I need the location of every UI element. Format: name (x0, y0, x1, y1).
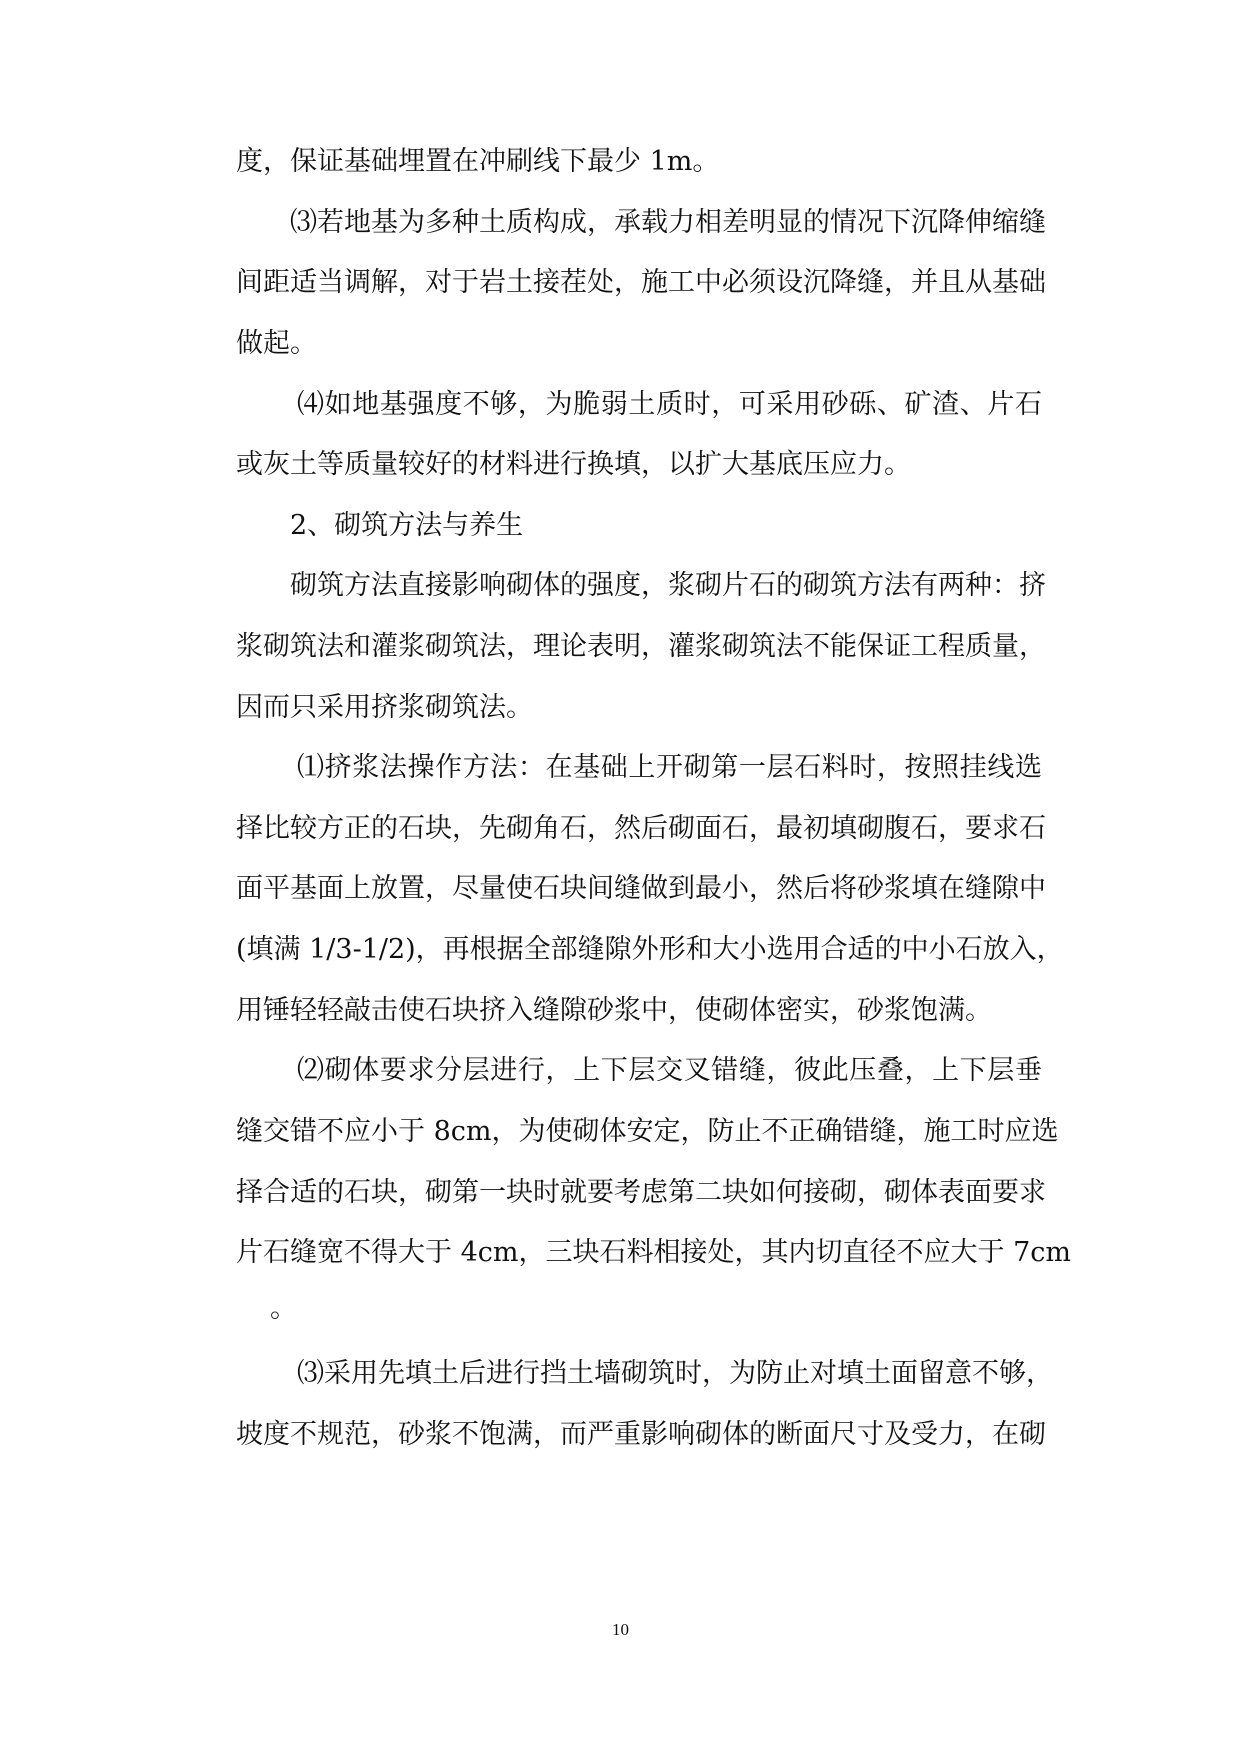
text-line-21: ⑶采用先填土后进行挡土墙砌筑时，为防止对填土面留意不够， (297, 1358, 1053, 1389)
text-line-16: ⑵砌体要求分层进行，上下层交叉错缝，彼此压叠，上下层垂 (297, 1055, 1042, 1086)
text-line-2: ⑶若地基为多种土质构成，承载力相差明显的情况下沉降伸缩缝 (290, 207, 1046, 238)
text-line-22: 坡度不规范，砂浆不饱满，而严重影响砌体的断面尺寸及受力，在砌 (236, 1419, 1046, 1450)
text-line-5: ⑷如地基强度不够，为脆弱土质时，可采用砂砾、矿渣、片石 (297, 389, 1042, 420)
text-line-17: 缝交错不应小于 8cm，为使砌体安定，防止不正确错缝，施工时应选 (236, 1116, 1059, 1147)
text-line-14: (填满 1/3-1/2)，再根据全部缝隙外形和大小选用合适的中小石放入， (236, 934, 1064, 965)
text-line-18: 择合适的石块，砌第一块时就要考虑第二块如何接砌，砌体表面要求 (236, 1177, 1046, 1208)
section-heading: 2、砌筑方法与养生 (290, 510, 524, 541)
text-line-10: 因而只采用挤浆砌筑法。 (236, 692, 533, 723)
text-line-13: 面平基面上放置，尽量使石块间缝做到最小，然后将砂浆填在缝隙中 (236, 873, 1046, 904)
text-line-20: 。 (270, 1293, 297, 1324)
text-line-19: 片石缝宽不得大于 4cm，三块石料相接处，其内切直径不应大于 7cm (236, 1237, 1071, 1268)
text-line-12: 择比较方正的石块，先砌角石，然后砌面石，最初填砌腹石，要求石 (236, 813, 1046, 844)
text-line-9: 浆砌筑法和灌浆砌筑法，理论表明，灌浆砌筑法不能保证工程质量， (236, 631, 1046, 662)
text-line-6: 或灰土等质量较好的材料进行换填，以扩大基底压应力。 (236, 449, 911, 480)
text-line-4: 做起。 (236, 328, 317, 359)
text-line-15: 用锤轻轻敲击使石块挤入缝隙砂浆中，使砌体密实，砂浆饱满。 (236, 995, 992, 1026)
page-number: 10 (612, 1620, 629, 1639)
text-line-3: 间距适当调解，对于岩土接茬处，施工中必须设沉降缝，并且从基础 (236, 267, 1046, 298)
text-line-11: ⑴挤浆法操作方法：在基础上开砌第一层石料时，按照挂线选 (297, 752, 1042, 783)
text-line-8: 砌筑方法直接影响砌体的强度，浆砌片石的砌筑方法有两种：挤 (290, 570, 1046, 601)
text-line-1: 度，保证基础埋置在冲刷线下最少 1m。 (236, 146, 720, 177)
